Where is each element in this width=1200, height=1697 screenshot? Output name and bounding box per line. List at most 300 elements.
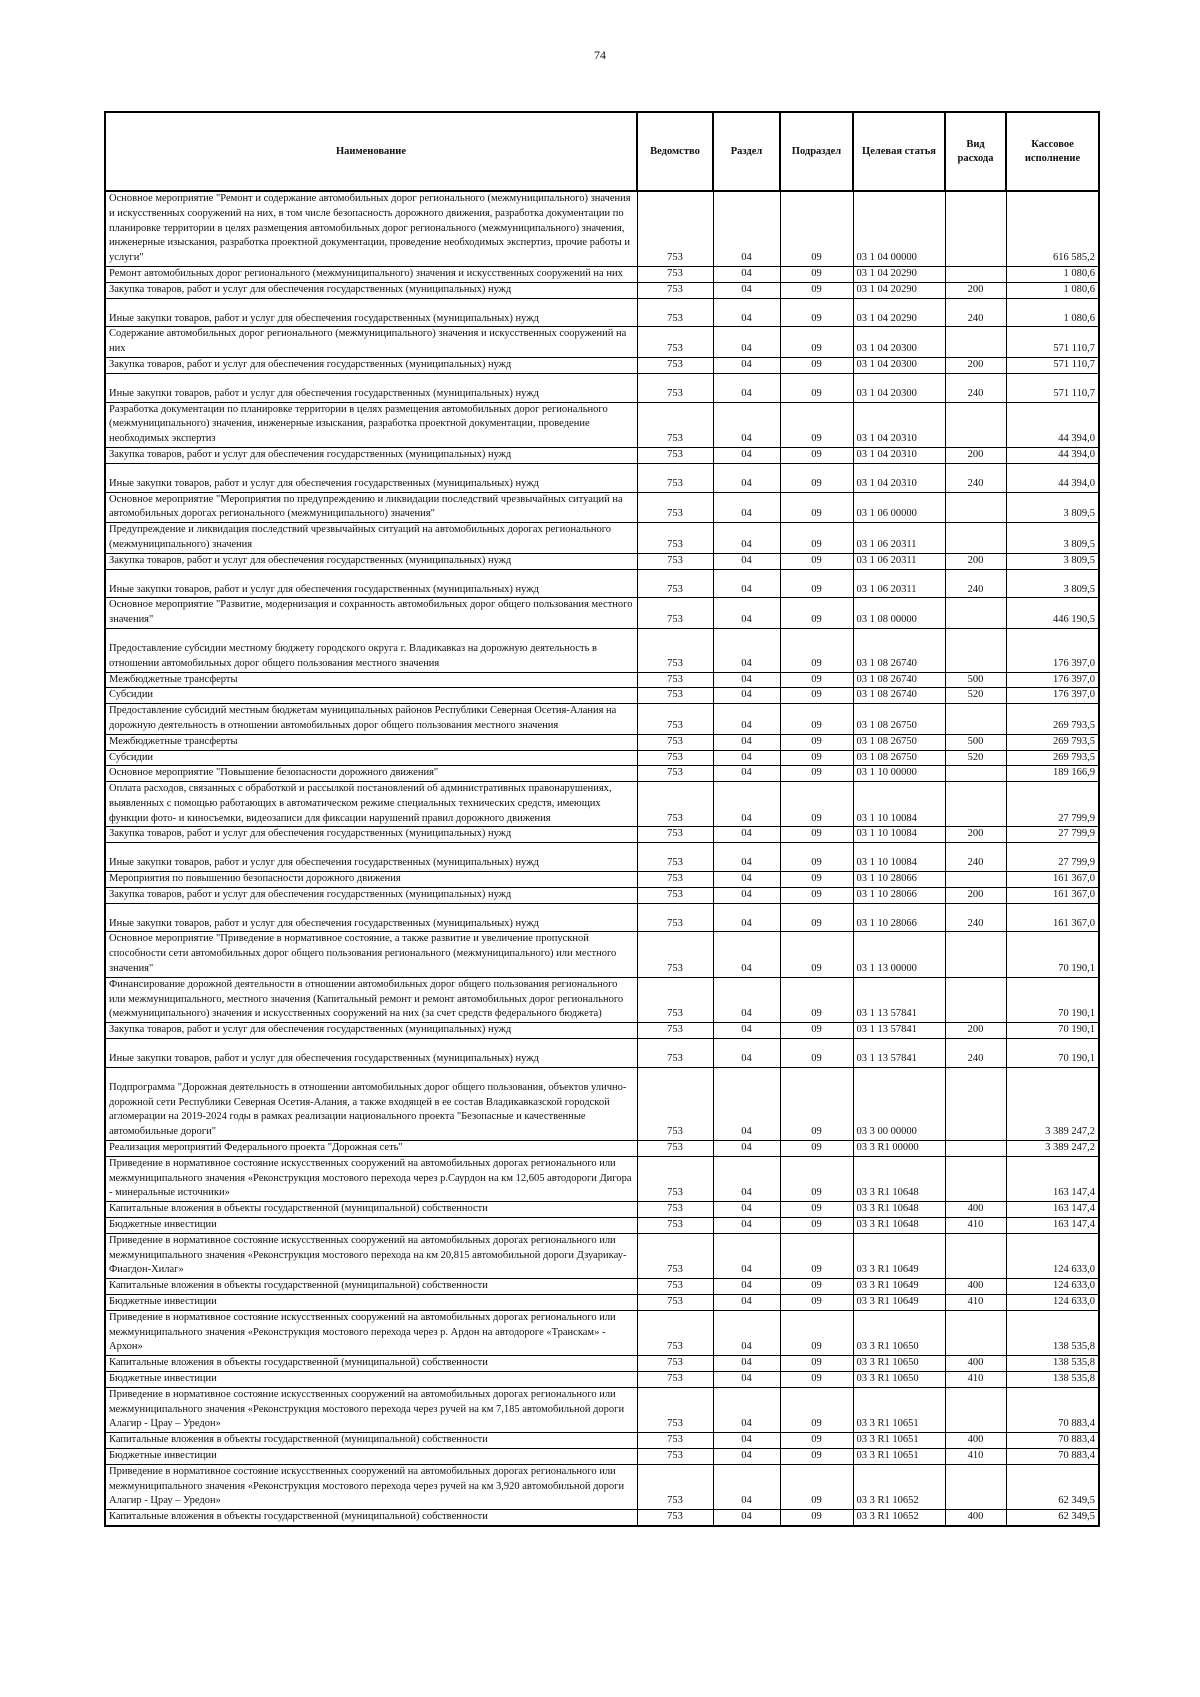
table-row xyxy=(105,298,1099,327)
row-section: 04 xyxy=(713,1310,780,1355)
row-subsection: 09 xyxy=(780,1295,853,1311)
row-subsection: 09 xyxy=(780,1433,853,1449)
row-target: 03 1 13 57841 xyxy=(853,1023,945,1039)
table-row xyxy=(105,1023,1099,1039)
row-amount: 161 367,0 xyxy=(1006,872,1099,888)
row-dept: 753 xyxy=(637,1141,713,1157)
row-amount: 163 147,4 xyxy=(1006,1218,1099,1234)
row-section: 04 xyxy=(713,843,780,872)
table-row xyxy=(105,1218,1099,1234)
row-dept: 753 xyxy=(637,282,713,298)
row-subsection: 09 xyxy=(780,1039,853,1068)
row-amount: 70 883,4 xyxy=(1006,1387,1099,1432)
table-row xyxy=(105,628,1099,672)
row-section: 04 xyxy=(713,1279,780,1295)
row-section: 04 xyxy=(713,1510,780,1526)
row-type: 200 xyxy=(945,282,1006,298)
row-subsection: 09 xyxy=(780,1233,853,1278)
row-amount: 1 080,6 xyxy=(1006,298,1099,327)
row-amount: 571 110,7 xyxy=(1006,327,1099,358)
row-amount: 163 147,4 xyxy=(1006,1156,1099,1201)
row-amount: 176 397,0 xyxy=(1006,672,1099,688)
row-subsection: 09 xyxy=(780,373,853,402)
row-target: 03 1 04 20300 xyxy=(853,373,945,402)
row-dept: 753 xyxy=(637,1448,713,1464)
row-type: 520 xyxy=(945,750,1006,766)
row-type: 240 xyxy=(945,843,1006,872)
row-type xyxy=(945,1156,1006,1201)
row-name: Предупреждение и ликвидация последствий чрезвычайных ситуаций на автомобильных дорогах регионального (межмуниципального) значения xyxy=(105,523,637,554)
row-target: 03 1 13 57841 xyxy=(853,977,945,1022)
row-amount: 70 190,1 xyxy=(1006,1039,1099,1068)
table-row xyxy=(105,282,1099,298)
row-name: Основное мероприятие "Ремонт и содержание автомобильных дорог регионального (межмуниципального) значения и искусственных сооружений на них, в том числе безопасность дорожного движения, разработка документации по планировке территории в целях размещения автомобильных дорог регионального (межмуниципального) значения, инженерные изыскания, разработка проектной документации, проведение необходимых экспертиз, прочие работы и услуги" xyxy=(105,191,637,266)
row-subsection: 09 xyxy=(780,704,853,735)
row-target: 03 3 R1 10652 xyxy=(853,1510,945,1526)
row-dept: 753 xyxy=(637,1371,713,1387)
row-subsection: 09 xyxy=(780,402,853,447)
row-target: 03 1 06 20311 xyxy=(853,569,945,598)
row-type: 240 xyxy=(945,373,1006,402)
row-section: 04 xyxy=(713,932,780,977)
row-type: 400 xyxy=(945,1356,1006,1372)
row-dept: 753 xyxy=(637,1295,713,1311)
row-subsection: 09 xyxy=(780,191,853,266)
row-name: Иные закупки товаров, работ и услуг для обеспечения государственных (муниципальных) нужд xyxy=(105,843,637,872)
row-subsection: 09 xyxy=(780,1448,853,1464)
row-name: Бюджетные инвестиции xyxy=(105,1371,637,1387)
row-dept: 753 xyxy=(637,827,713,843)
row-type: 410 xyxy=(945,1218,1006,1234)
row-section: 04 xyxy=(713,750,780,766)
row-section: 04 xyxy=(713,298,780,327)
row-subsection: 09 xyxy=(780,932,853,977)
row-type xyxy=(945,1067,1006,1140)
row-section: 04 xyxy=(713,569,780,598)
row-type xyxy=(945,1141,1006,1157)
row-subsection: 09 xyxy=(780,327,853,358)
row-type xyxy=(945,932,1006,977)
table-row xyxy=(105,463,1099,492)
row-section: 04 xyxy=(713,1464,780,1509)
row-target: 03 3 R1 10650 xyxy=(853,1371,945,1387)
row-amount: 138 535,8 xyxy=(1006,1310,1099,1355)
row-type: 500 xyxy=(945,672,1006,688)
row-amount: 27 799,9 xyxy=(1006,827,1099,843)
row-subsection: 09 xyxy=(780,628,853,672)
row-amount: 3 389 247,2 xyxy=(1006,1141,1099,1157)
row-dept: 753 xyxy=(637,298,713,327)
table-row xyxy=(105,827,1099,843)
row-dept: 753 xyxy=(637,872,713,888)
row-name: Финансирование дорожной деятельности в отношении автомобильных дорог общего пользования регионального или межмуниципального, местного значения (Капитальный ремонт и ремонт автомобильных дорог регионального (межмуниципального) значения и искусственных сооружений на них (за счет средств федерального бюджета) xyxy=(105,977,637,1022)
row-name: Иные закупки товаров, работ и услуг для обеспечения государственных (муниципальных) нужд xyxy=(105,373,637,402)
header-subsection: Подраздел xyxy=(780,112,853,191)
row-type: 200 xyxy=(945,1023,1006,1039)
row-name: Иные закупки товаров, работ и услуг для обеспечения государственных (муниципальных) нужд xyxy=(105,463,637,492)
row-subsection: 09 xyxy=(780,1510,853,1526)
row-name: Приведение в нормативное состояние искусственных сооружений на автомобильных дорогах регионального или межмуниципального значения «Реконструкция мостового перехода через ручей на км 3,920 автомобильной дороги Алагир - Црау – Уредон» xyxy=(105,1464,637,1509)
row-subsection: 09 xyxy=(780,598,853,629)
row-section: 04 xyxy=(713,266,780,282)
row-dept: 753 xyxy=(637,1356,713,1372)
row-name: Закупка товаров, работ и услуг для обеспечения государственных (муниципальных) нужд xyxy=(105,282,637,298)
row-section: 04 xyxy=(713,553,780,569)
row-subsection: 09 xyxy=(780,357,853,373)
header-name: Наименование xyxy=(105,112,637,191)
row-section: 04 xyxy=(713,327,780,358)
row-target: 03 3 00 00000 xyxy=(853,1067,945,1140)
row-subsection: 09 xyxy=(780,1464,853,1509)
row-dept: 753 xyxy=(637,628,713,672)
row-target: 03 1 06 20311 xyxy=(853,523,945,554)
row-amount: 1 080,6 xyxy=(1006,266,1099,282)
row-dept: 753 xyxy=(637,688,713,704)
row-dept: 753 xyxy=(637,523,713,554)
row-amount: 70 883,4 xyxy=(1006,1433,1099,1449)
row-dept: 753 xyxy=(637,266,713,282)
row-amount: 3 809,5 xyxy=(1006,553,1099,569)
row-section: 04 xyxy=(713,672,780,688)
row-amount: 70 190,1 xyxy=(1006,932,1099,977)
row-section: 04 xyxy=(713,1356,780,1372)
row-name: Приведение в нормативное состояние искусственных сооружений на автомобильных дорогах регионального или межмуниципального значения «Реконструкция мостового перехода через ручей на км 7,185 автомобильной дороги Алагир - Црау – Уредон» xyxy=(105,1387,637,1432)
row-target: 03 1 08 26750 xyxy=(853,750,945,766)
row-target: 03 1 08 26750 xyxy=(853,704,945,735)
table-row xyxy=(105,327,1099,358)
row-subsection: 09 xyxy=(780,1156,853,1201)
row-amount: 27 799,9 xyxy=(1006,782,1099,827)
row-dept: 753 xyxy=(637,402,713,447)
table-row xyxy=(105,569,1099,598)
row-dept: 753 xyxy=(637,932,713,977)
row-target: 03 3 R1 10651 xyxy=(853,1433,945,1449)
row-name: Закупка товаров, работ и услуг для обеспечения государственных (муниципальных) нужд xyxy=(105,357,637,373)
row-type xyxy=(945,782,1006,827)
row-type xyxy=(945,1387,1006,1432)
row-type: 240 xyxy=(945,569,1006,598)
row-name: Закупка товаров, работ и услуг для обеспечения государственных (муниципальных) нужд xyxy=(105,887,637,903)
row-dept: 753 xyxy=(637,447,713,463)
row-target: 03 1 13 00000 xyxy=(853,932,945,977)
row-target: 03 1 04 20310 xyxy=(853,463,945,492)
row-type: 410 xyxy=(945,1448,1006,1464)
header-section: Раздел xyxy=(713,112,780,191)
table-row xyxy=(105,1464,1099,1509)
row-dept: 753 xyxy=(637,734,713,750)
row-section: 04 xyxy=(713,373,780,402)
table-row xyxy=(105,977,1099,1022)
table-header-row xyxy=(105,112,1099,191)
row-section: 04 xyxy=(713,1141,780,1157)
row-type: 500 xyxy=(945,734,1006,750)
row-section: 04 xyxy=(713,1023,780,1039)
row-dept: 753 xyxy=(637,463,713,492)
row-amount: 3 389 247,2 xyxy=(1006,1067,1099,1140)
row-type xyxy=(945,1464,1006,1509)
header-target: Целевая статья xyxy=(853,112,945,191)
row-section: 04 xyxy=(713,463,780,492)
row-amount: 571 110,7 xyxy=(1006,357,1099,373)
row-type xyxy=(945,327,1006,358)
row-dept: 753 xyxy=(637,598,713,629)
table-row xyxy=(105,492,1099,523)
row-type xyxy=(945,628,1006,672)
row-name: Закупка товаров, работ и услуг для обеспечения государственных (муниципальных) нужд xyxy=(105,827,637,843)
row-dept: 753 xyxy=(637,492,713,523)
row-dept: 753 xyxy=(637,1202,713,1218)
row-amount: 3 809,5 xyxy=(1006,492,1099,523)
row-section: 04 xyxy=(713,447,780,463)
row-target: 03 1 04 20290 xyxy=(853,266,945,282)
row-type: 520 xyxy=(945,688,1006,704)
table-row xyxy=(105,191,1099,266)
table-row xyxy=(105,1510,1099,1526)
row-target: 03 1 10 10084 xyxy=(853,782,945,827)
row-type: 200 xyxy=(945,553,1006,569)
row-target: 03 3 R1 10651 xyxy=(853,1387,945,1432)
row-type: 400 xyxy=(945,1510,1006,1526)
row-section: 04 xyxy=(713,704,780,735)
table-row xyxy=(105,402,1099,447)
table-row xyxy=(105,1448,1099,1464)
row-section: 04 xyxy=(713,1039,780,1068)
row-target: 03 3 R1 10648 xyxy=(853,1202,945,1218)
row-dept: 753 xyxy=(637,672,713,688)
row-target: 03 3 R1 10649 xyxy=(853,1279,945,1295)
row-dept: 753 xyxy=(637,1433,713,1449)
row-name: Капитальные вложения в объекты государственной (муниципальной) собственности xyxy=(105,1510,637,1526)
row-target: 03 1 06 20311 xyxy=(853,553,945,569)
row-name: Субсидии xyxy=(105,688,637,704)
row-type xyxy=(945,704,1006,735)
row-type: 400 xyxy=(945,1279,1006,1295)
row-amount: 124 633,0 xyxy=(1006,1233,1099,1278)
row-dept: 753 xyxy=(637,1067,713,1140)
row-name: Иные закупки товаров, работ и услуг для обеспечения государственных (муниципальных) нужд xyxy=(105,569,637,598)
row-dept: 753 xyxy=(637,782,713,827)
row-dept: 753 xyxy=(637,357,713,373)
row-dept: 753 xyxy=(637,977,713,1022)
table-row xyxy=(105,672,1099,688)
row-dept: 753 xyxy=(637,569,713,598)
row-subsection: 09 xyxy=(780,463,853,492)
row-target: 03 3 R1 10648 xyxy=(853,1156,945,1201)
row-section: 04 xyxy=(713,1371,780,1387)
row-target: 03 1 04 20310 xyxy=(853,447,945,463)
row-type: 240 xyxy=(945,903,1006,932)
table-body xyxy=(105,191,1099,1526)
row-name: Ремонт автомобильных дорог регионального (межмуниципального) значения и искусственных сооружений на них xyxy=(105,266,637,282)
table-row xyxy=(105,523,1099,554)
row-type: 240 xyxy=(945,463,1006,492)
table-row xyxy=(105,1141,1099,1157)
row-subsection: 09 xyxy=(780,688,853,704)
row-section: 04 xyxy=(713,1295,780,1311)
header-dept: Ведомство xyxy=(637,112,713,191)
row-subsection: 09 xyxy=(780,750,853,766)
row-section: 04 xyxy=(713,872,780,888)
row-amount: 616 585,2 xyxy=(1006,191,1099,266)
row-section: 04 xyxy=(713,1433,780,1449)
table-row xyxy=(105,872,1099,888)
row-name: Приведение в нормативное состояние искусственных сооружений на автомобильных дорогах регионального или межмуниципального значения «Реконструкция мостового перехода через р.Саурдон на км 12,605 автодороги Дигора - минеральные источники» xyxy=(105,1156,637,1201)
row-name: Закупка товаров, работ и услуг для обеспечения государственных (муниципальных) нужд xyxy=(105,1023,637,1039)
row-subsection: 09 xyxy=(780,1141,853,1157)
row-dept: 753 xyxy=(637,843,713,872)
row-name: Бюджетные инвестиции xyxy=(105,1218,637,1234)
row-amount: 44 394,0 xyxy=(1006,463,1099,492)
row-name: Приведение в нормативное состояние искусственных сооружений на автомобильных дорогах регионального или межмуниципального значения «Реконструкция мостового перехода через р. Ардон на автодороге «Транскам» - Архон» xyxy=(105,1310,637,1355)
row-amount: 70 883,4 xyxy=(1006,1448,1099,1464)
row-name: Мероприятия по повышению безопасности дорожного движения xyxy=(105,872,637,888)
row-dept: 753 xyxy=(637,766,713,782)
row-target: 03 1 04 00000 xyxy=(853,191,945,266)
table-row xyxy=(105,1039,1099,1068)
row-section: 04 xyxy=(713,282,780,298)
row-amount: 70 190,1 xyxy=(1006,977,1099,1022)
row-dept: 753 xyxy=(637,903,713,932)
row-section: 04 xyxy=(713,1218,780,1234)
row-amount: 62 349,5 xyxy=(1006,1510,1099,1526)
row-target: 03 1 08 26740 xyxy=(853,628,945,672)
row-subsection: 09 xyxy=(780,1356,853,1372)
row-type xyxy=(945,872,1006,888)
row-amount: 3 809,5 xyxy=(1006,523,1099,554)
row-type: 200 xyxy=(945,357,1006,373)
row-name: Капитальные вложения в объекты государственной (муниципальной) собственности xyxy=(105,1356,637,1372)
row-target: 03 3 R1 10652 xyxy=(853,1464,945,1509)
row-section: 04 xyxy=(713,688,780,704)
row-subsection: 09 xyxy=(780,1310,853,1355)
row-target: 03 1 10 10084 xyxy=(853,827,945,843)
row-type: 410 xyxy=(945,1295,1006,1311)
row-name: Иные закупки товаров, работ и услуг для обеспечения государственных (муниципальных) нужд xyxy=(105,1039,637,1068)
row-section: 04 xyxy=(713,766,780,782)
row-type: 400 xyxy=(945,1433,1006,1449)
row-type xyxy=(945,598,1006,629)
row-name: Межбюджетные трансферты xyxy=(105,734,637,750)
row-section: 04 xyxy=(713,357,780,373)
row-section: 04 xyxy=(713,782,780,827)
row-subsection: 09 xyxy=(780,872,853,888)
row-target: 03 1 04 20310 xyxy=(853,402,945,447)
table-row xyxy=(105,887,1099,903)
table-row xyxy=(105,704,1099,735)
row-target: 03 3 R1 10648 xyxy=(853,1218,945,1234)
row-type xyxy=(945,266,1006,282)
row-subsection: 09 xyxy=(780,977,853,1022)
row-target: 03 1 10 28066 xyxy=(853,872,945,888)
table-row xyxy=(105,447,1099,463)
row-subsection: 09 xyxy=(780,843,853,872)
row-subsection: 09 xyxy=(780,447,853,463)
row-type: 200 xyxy=(945,447,1006,463)
row-dept: 753 xyxy=(637,373,713,402)
row-name: Основное мероприятие "Развитие, модернизация и сохранность автомобильных дорог общего пользования местного значения" xyxy=(105,598,637,629)
row-section: 04 xyxy=(713,523,780,554)
row-amount: 27 799,9 xyxy=(1006,843,1099,872)
row-target: 03 1 08 00000 xyxy=(853,598,945,629)
row-amount: 176 397,0 xyxy=(1006,628,1099,672)
row-dept: 753 xyxy=(637,553,713,569)
row-name: Основное мероприятие "Приведение в нормативное состояние, а также развитие и увеличение пропускной способности сети автомобильных дорог общего пользования регионального (межмуниципального) или местного значения" xyxy=(105,932,637,977)
row-amount: 1 080,6 xyxy=(1006,282,1099,298)
table-row xyxy=(105,1371,1099,1387)
table-row xyxy=(105,598,1099,629)
row-section: 04 xyxy=(713,887,780,903)
row-section: 04 xyxy=(713,1156,780,1201)
row-name: Реализация мероприятий Федерального проекта "Дорожная сеть" xyxy=(105,1141,637,1157)
table-row xyxy=(105,688,1099,704)
table-row xyxy=(105,734,1099,750)
row-amount: 3 809,5 xyxy=(1006,569,1099,598)
row-dept: 753 xyxy=(637,1510,713,1526)
row-type: 200 xyxy=(945,827,1006,843)
table-row xyxy=(105,373,1099,402)
row-target: 03 1 08 26750 xyxy=(853,734,945,750)
row-target: 03 3 R1 10650 xyxy=(853,1356,945,1372)
row-amount: 269 793,5 xyxy=(1006,734,1099,750)
row-target: 03 1 08 26740 xyxy=(853,688,945,704)
row-name: Закупка товаров, работ и услуг для обеспечения государственных (муниципальных) нужд xyxy=(105,447,637,463)
row-amount: 189 166,9 xyxy=(1006,766,1099,782)
budget-table xyxy=(104,111,1100,1527)
row-subsection: 09 xyxy=(780,1279,853,1295)
row-subsection: 09 xyxy=(780,1218,853,1234)
row-subsection: 09 xyxy=(780,523,853,554)
row-amount: 138 535,8 xyxy=(1006,1356,1099,1372)
table-row xyxy=(105,766,1099,782)
row-amount: 62 349,5 xyxy=(1006,1464,1099,1509)
row-name: Разработка документации по планировке территории в целях размещения автомобильных дорог регионального (межмуниципального) значения, инженерные изыскания, разработка проектной документации, проведение необходимых экспертиз xyxy=(105,402,637,447)
table-row xyxy=(105,1310,1099,1355)
row-target: 03 1 04 20300 xyxy=(853,357,945,373)
row-dept: 753 xyxy=(637,1023,713,1039)
row-section: 04 xyxy=(713,734,780,750)
row-target: 03 3 R1 10649 xyxy=(853,1295,945,1311)
row-name: Предоставление субсидий местным бюджетам муниципальных районов Республики Северная Осетия-Алания на дорожную деятельность в отношении автомобильных дорог общего пользования местного значения xyxy=(105,704,637,735)
row-amount: 446 190,5 xyxy=(1006,598,1099,629)
row-dept: 753 xyxy=(637,887,713,903)
row-section: 04 xyxy=(713,492,780,523)
header-type: Вид расхода xyxy=(945,112,1006,191)
row-amount: 44 394,0 xyxy=(1006,402,1099,447)
row-subsection: 09 xyxy=(780,1202,853,1218)
row-amount: 124 633,0 xyxy=(1006,1295,1099,1311)
row-section: 04 xyxy=(713,191,780,266)
row-name: Капитальные вложения в объекты государственной (муниципальной) собственности xyxy=(105,1279,637,1295)
row-section: 04 xyxy=(713,1067,780,1140)
table-row xyxy=(105,1156,1099,1201)
row-amount: 176 397,0 xyxy=(1006,688,1099,704)
row-type xyxy=(945,492,1006,523)
table-row xyxy=(105,843,1099,872)
row-section: 04 xyxy=(713,1202,780,1218)
row-type xyxy=(945,1233,1006,1278)
row-type: 410 xyxy=(945,1371,1006,1387)
row-name: Приведение в нормативное состояние искусственных сооружений на автомобильных дорогах регионального или межмуниципального значения «Реконструкция мостового перехода на км 20,815 автомобильной дороги Дзуарикау-Фиагдон-Хилаг» xyxy=(105,1233,637,1278)
row-name: Субсидии xyxy=(105,750,637,766)
row-subsection: 09 xyxy=(780,766,853,782)
table-row xyxy=(105,932,1099,977)
table-row xyxy=(105,553,1099,569)
row-subsection: 09 xyxy=(780,734,853,750)
row-amount: 138 535,8 xyxy=(1006,1371,1099,1387)
row-name: Оплата расходов, связанных с обработкой и рассылкой постановлений об административных правонарушениях, выявленных с помощью работающих в автоматическом режиме специальных технических средств, имеющих функции фото- и киносъемки, видеозаписи для фиксации нарушений правил дорожного движения xyxy=(105,782,637,827)
table-row xyxy=(105,1233,1099,1278)
row-target: 03 1 04 20290 xyxy=(853,298,945,327)
